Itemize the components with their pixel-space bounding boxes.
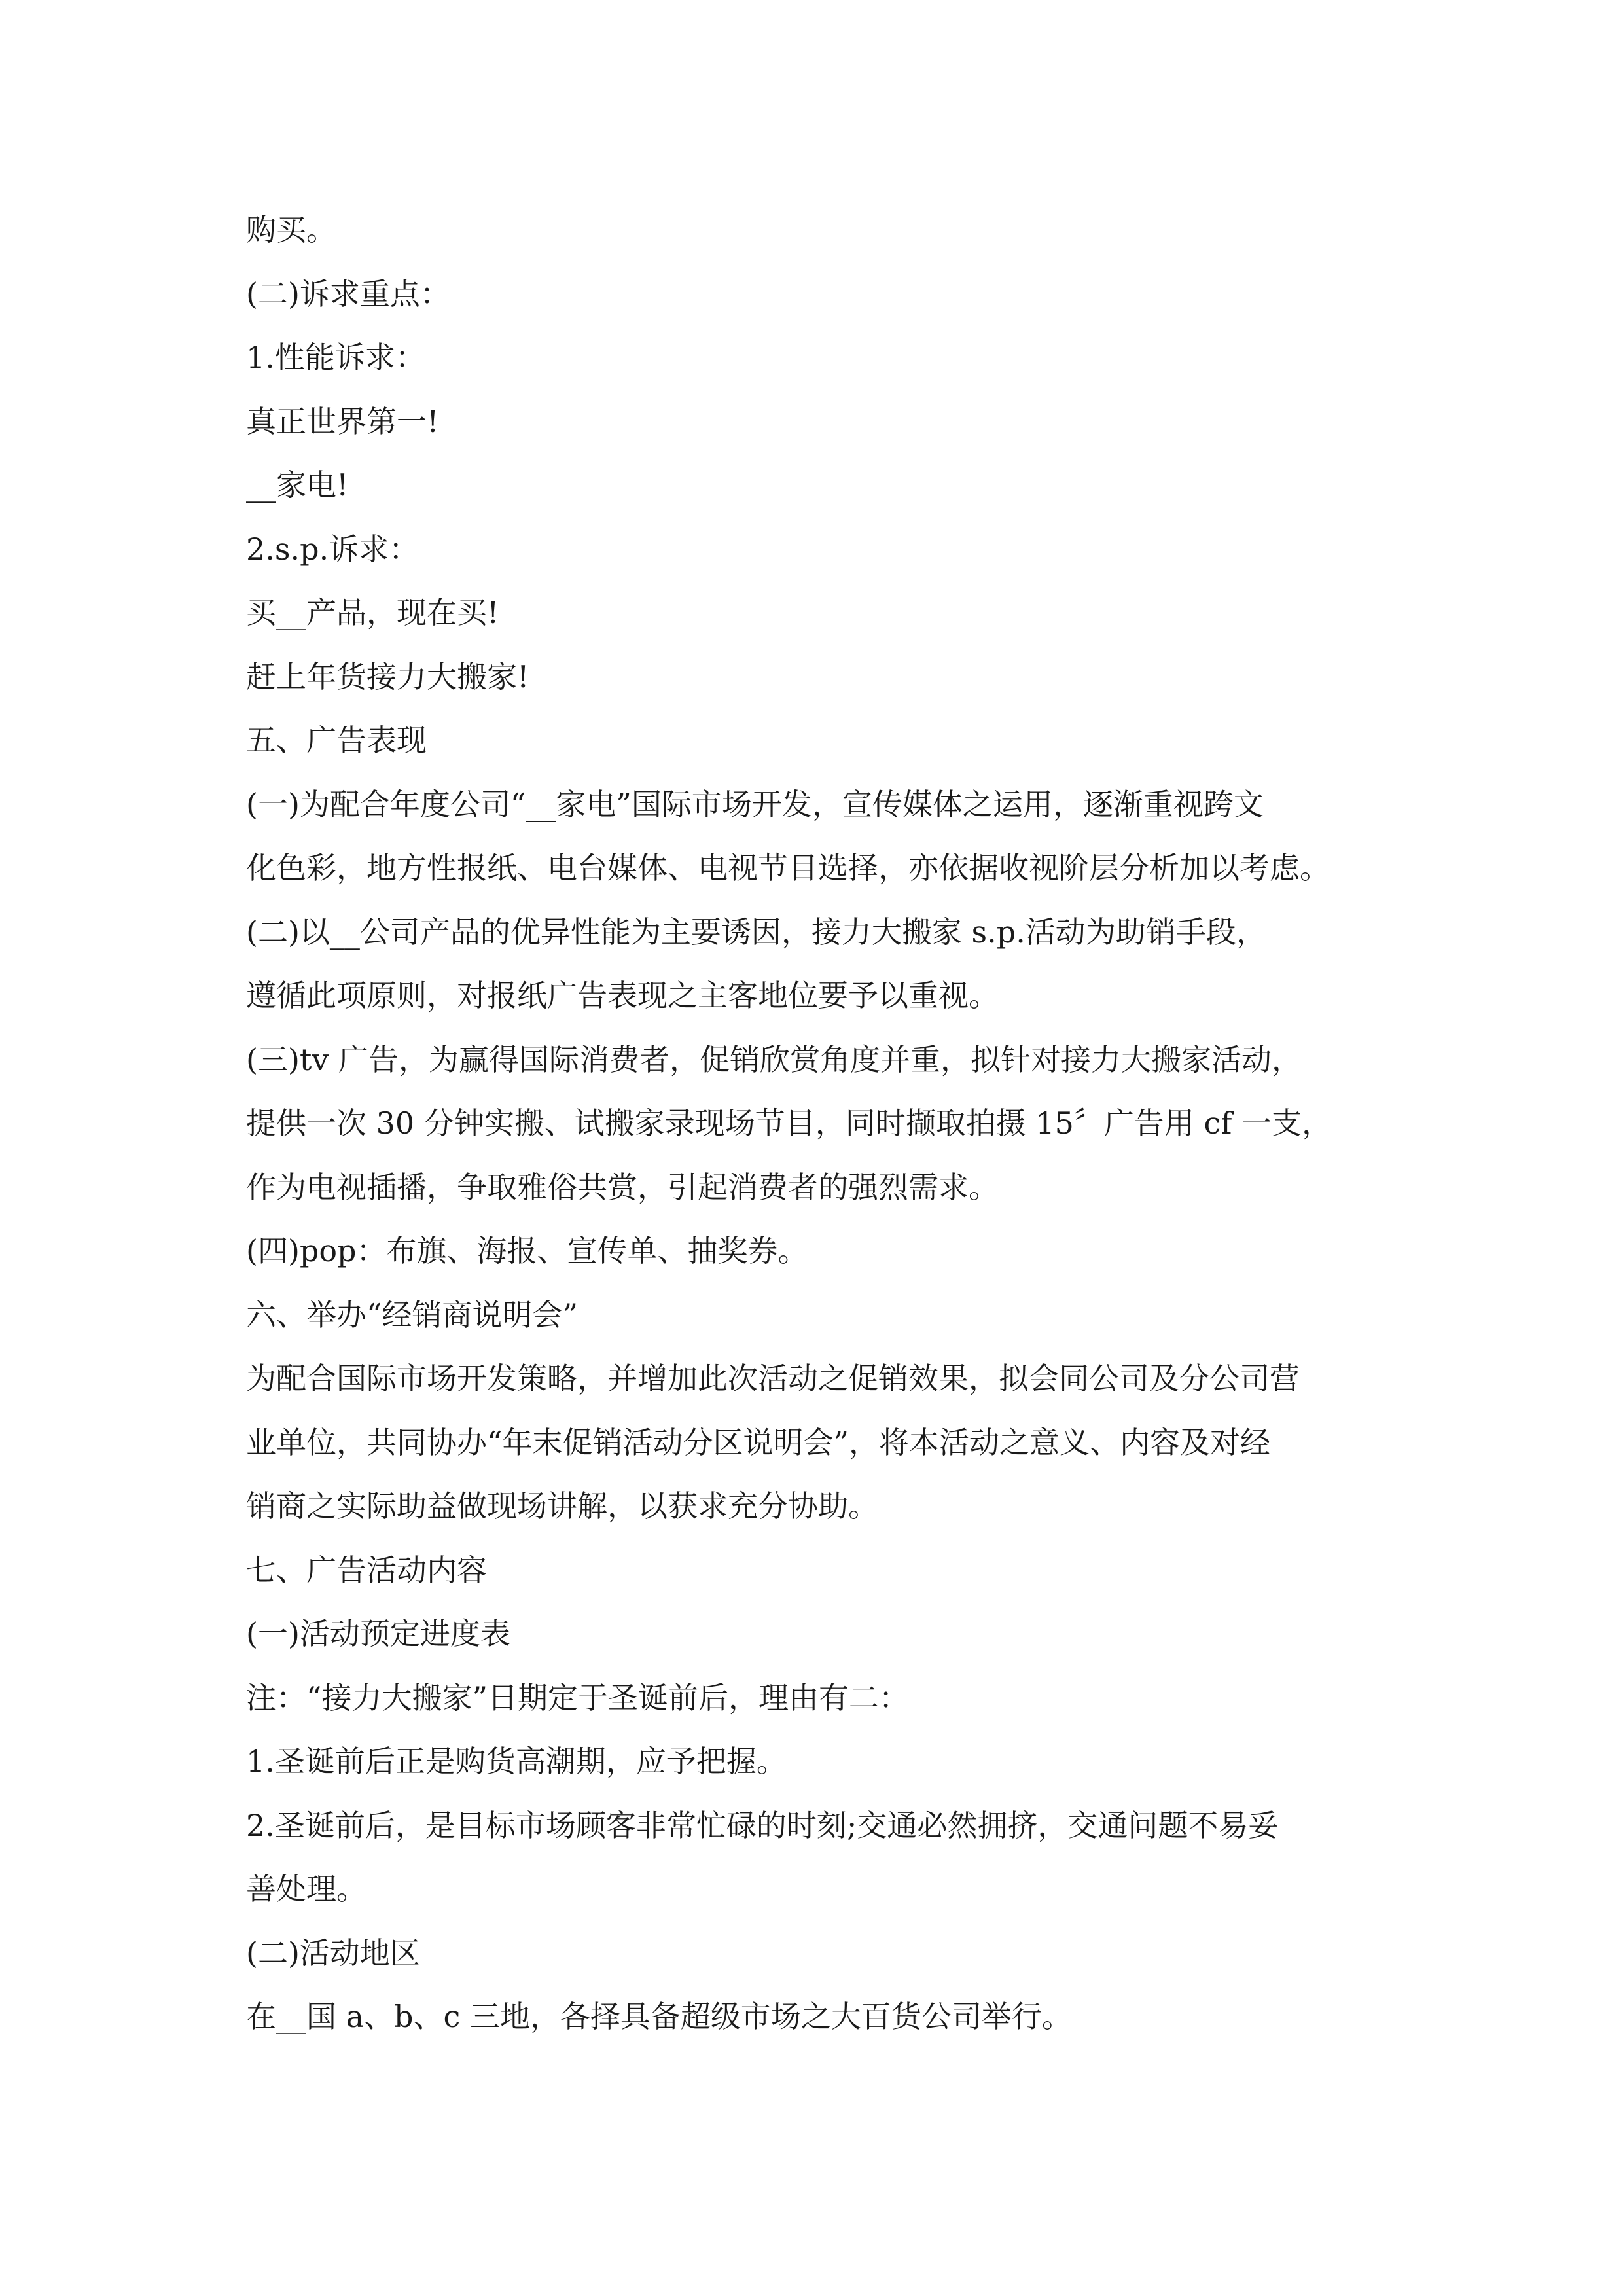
list-item: 2.圣诞前后，是目标市场顾客非常忙碌的时刻;交通必然拥挤，交通问题不易妥 (246, 1807, 1279, 1843)
slogan-line: 赶上年货接力大搬家! (246, 658, 529, 694)
text-line: 业单位，共同协办“年末促销活动分区说明会”，将本活动之意义、内容及对经 (246, 1424, 1271, 1460)
section-heading: 五、广告表现 (246, 723, 427, 758)
section-subheading: (二)诉求重点： (246, 276, 450, 312)
list-item: 1.圣诞前后正是购货高潮期，应予把握。 (246, 1744, 787, 1779)
section-heading: 六、举办“经销商说明会” (246, 1297, 579, 1333)
text-line: 为配合国际市场开发策略，并增加此次活动之促销效果，拟会同公司及分公司营 (246, 1361, 1300, 1396)
text-line: 化色彩，地方性报纸、电台媒体、电视节目选择，亦依据收视阶层分析加以考虑。 (246, 850, 1330, 886)
note-line: 注：“接力大搬家”日期定于圣诞前后，理由有二： (246, 1679, 910, 1715)
slogan-line: 真正世界第一! (246, 403, 439, 439)
section-heading: 七、广告活动内容 (246, 1552, 487, 1588)
text-line: 善处理。 (246, 1871, 366, 1907)
slogan-line: 买__产品，现在买! (246, 595, 499, 630)
text-line: 提供一次 30 分钟实搬、试搬家录现场节目，同时撷取拍摄 15〞广告用 cf 一支， (246, 1105, 1332, 1141)
text-line: 作为电视插播，争取雅俗共赏，引起消费者的强烈需求。 (246, 1169, 999, 1205)
list-item: 1.性能诉求： (246, 340, 425, 375)
slogan-line: __家电! (246, 467, 349, 503)
text-line: (三)tv 广告，为赢得国际消费者，促销欣赏角度并重，拟针对接力大搬家活动， (246, 1041, 1302, 1077)
text-line: 销商之实际助益做现场讲解，以获求充分协助。 (246, 1488, 878, 1524)
text-line: (二)以__公司产品的优异性能为主要诱因，接力大搬家 s.p.活动为助销手段， (246, 914, 1266, 950)
text-line: 在__国 a、b、c 三地，各择具备超级市场之大百货公司举行。 (246, 1999, 1072, 2034)
text-line: (一)为配合年度公司“__家电”国际市场开发，宣传媒体之运用，逐渐重视跨文 (246, 786, 1264, 822)
section-subheading: (二)活动地区 (246, 1935, 420, 1971)
list-item: 2.s.p.诉求： (246, 531, 419, 567)
document-body (246, 198, 1385, 2049)
section-subheading: (一)活动预定进度表 (246, 1616, 510, 1651)
text-line: 遵循此项原则，对报纸广告表现之主客地位要予以重视。 (246, 978, 999, 1013)
text-line: (四)pop：布旗、海报、宣传单、抽奖券。 (246, 1233, 808, 1268)
text-line: 购买。 (246, 212, 336, 247)
